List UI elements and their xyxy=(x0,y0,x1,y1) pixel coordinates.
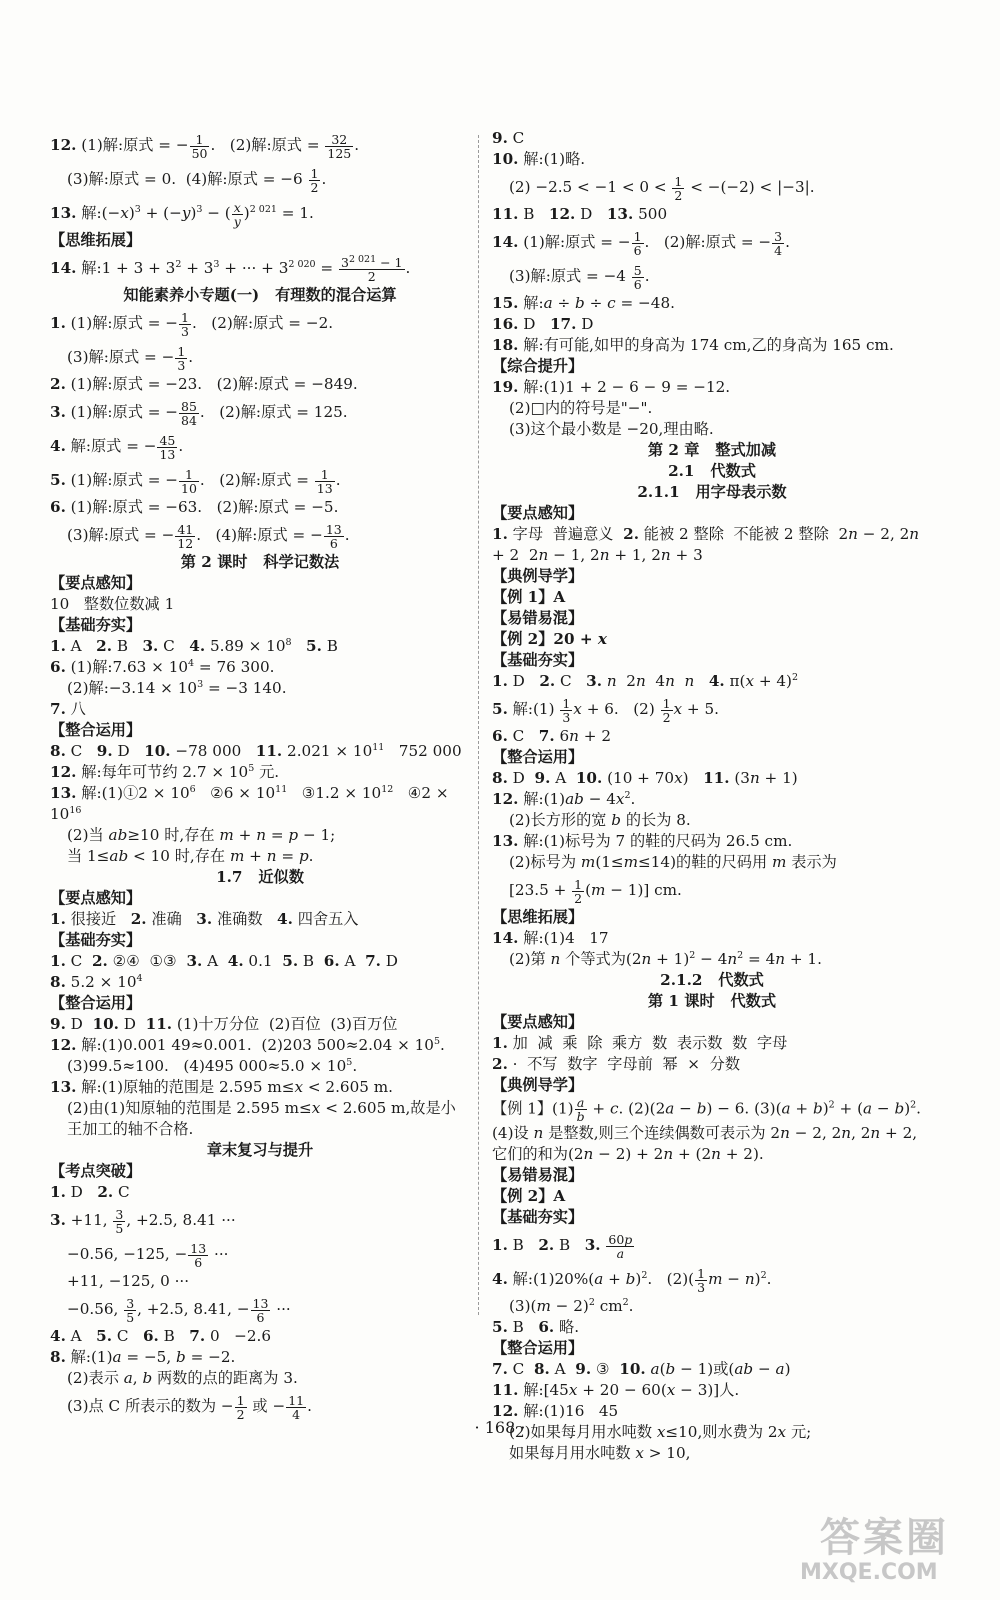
column-divider xyxy=(478,135,479,1315)
right-answer-line: 14. 解:(1)4 17 xyxy=(492,929,609,947)
right-answer-line: 【思维拓展】 xyxy=(492,908,584,926)
left-answer-line: 12. 解:(1)0.001 49≈0.001. (2)203 $500\approx 2.04 \times 10^5$. xyxy=(50,1035,445,1054)
right-answer-line: 第 1 课时 代数式 xyxy=(647,992,777,1010)
left-answer-line: −0.56, −125, − $\frac{13}{6}$ ··· xyxy=(67,1240,229,1270)
left-answer-line: 第 2 课时 科学记数法 xyxy=(180,553,340,571)
left-answer-line: 1. D 2. C xyxy=(50,1183,130,1201)
right-answer-line: 11. 解:[45x + 20 − 60(x − 3)]人. xyxy=(492,1381,740,1399)
left-answer-line: (3)解:原式 = − $\frac{1}{3}$ . xyxy=(67,343,194,373)
right-answer-line: (2)□内的符号是"−". xyxy=(509,399,653,417)
right-answer-line: 【整合运用】 xyxy=(492,748,584,766)
right-answer-line: 16. D 17. D xyxy=(492,315,594,333)
right-answer-line: 【典例导学】 xyxy=(492,1076,584,1094)
right-answer-line: (2)如果每月用水吨数 x≤10,则水费为 2x 元; xyxy=(509,1423,812,1441)
right-answer-line: (3)这个最小数是 −20,理由略. xyxy=(509,420,714,438)
right-answer-line: 12. 解:(1)ab − $4x^2$. xyxy=(492,789,636,808)
right-answer-line: (2)标号为 m(1≤m≤14)的鞋的尺码用 m 表示为 xyxy=(509,853,837,871)
right-answer-line: 5. B 6. 略. xyxy=(492,1318,580,1336)
left-answer-line: 4. 解:原式 = − $\frac{45}{13}$ . xyxy=(50,432,184,462)
right-answer-line: (2) −2.5 < −1 < 0 < $\frac{1}{2}$ < −(−2) < |−3|. xyxy=(509,173,815,203)
right-answer-line: 18. 解:有可能,如甲的身高为 174 cm,乙的身高为 165 cm. xyxy=(492,336,894,354)
right-answer-line: 11. B 12. D 13. 500 xyxy=(492,205,668,223)
right-answer-line: 8. D 9. A 10. (10 + 70x) 11. (3n + 1) xyxy=(492,769,798,787)
right-answer-line: 14. (1)解:原式 = − $\frac{1}{6}$ . (2)解:原式 = − $\frac{3}{4}$ . xyxy=(492,228,790,258)
right-answer-line: 2. · 不写 数字 字母前 幂 × 分数 xyxy=(492,1055,741,1073)
right-answer-line: 6. C 7. 6n + 2 xyxy=(492,727,611,745)
right-answer-line: 【易错易混】 xyxy=(492,609,584,627)
left-answer-line: 章末复习与提升 xyxy=(206,1141,314,1159)
right-answer-line: (2)第 n 个等式为$(2n + 1)^2 - 4n^2 = 4n + 1$. xyxy=(509,949,822,968)
left-answer-line: 13. 解:(1)原轴的范围是 2.595 m≤x < 2.605 m. xyxy=(50,1078,393,1096)
right-answer-line: [23.5 + $\frac{1}{2}$ (m − 1)] cm. xyxy=(509,876,682,906)
left-answer-line: 13. 解:(1)①2 × $10^6$ ②6 × $10^{11}$ ③1.2 × $10^{12}$ ④2 × $10^{16}$ xyxy=(50,783,449,823)
right-column xyxy=(492,128,932,1464)
left-answer-line: 5. (1)解:原式 = − $\frac{1}{10}$ . (2)解:原式 = $\frac{1}{13}$ . xyxy=(50,466,341,496)
right-answer-line: 如果每月用水吨数 x > 10, xyxy=(509,1444,691,1462)
left-answer-line: 6. (1)解:原式 = −63. (2)解:原式 = −5. xyxy=(50,498,339,516)
right-answer-line: 2.1 代数式 xyxy=(668,462,756,480)
right-answer-line: 1. 字母 普遍意义 2. 能被 2 整除 不能被 2 整除 2n − 2, 2n + 2 2n − 1, 2n + 1, 2n + 3 xyxy=(492,525,920,564)
page-number: · 168 · xyxy=(474,1418,526,1437)
left-answer-line: (2)解:−3.14 × $10^3 = -3$ 140. xyxy=(67,678,287,697)
left-answer-line: 【整合运用】 xyxy=(50,721,142,739)
left-answer-line: 【要点感知】 xyxy=(50,889,142,907)
right-answer-line: 19. 解:(1)1 + 2 − 6 − 9 = −12. xyxy=(492,378,731,396)
right-answer-line: 【基础夯实】 xyxy=(492,651,584,669)
right-answer-line: 【例 1】A xyxy=(492,588,566,606)
left-answer-line: 3. +11, $\frac{3}{5}$ , +2.5, 8.41 ··· xyxy=(50,1206,236,1236)
right-answer-line: 【要点感知】 xyxy=(492,504,584,522)
right-answer-line: 【例 2】20 + x xyxy=(492,630,607,648)
left-answer-line: 1. C 2. ②④ ①③ 3. A 4. 0.1 5. B 6. A 7. D xyxy=(50,952,398,970)
right-answer-line: 1. 加 减 乘 除 乘方 数 表示数 数 字母 xyxy=(492,1034,788,1052)
right-answer-line: 10. 解:(1)略. xyxy=(492,150,586,168)
right-answer-line: 1. D 2. C 3. n 2n 4n n 4. $\pi(x + 4)^2$ xyxy=(492,671,799,690)
left-answer-line: 1. A 2. B 3. C 4. $5.89 \times 10^8$ 5. B xyxy=(50,636,338,655)
right-answer-line: 1. B 2. B 3. $\frac{60p}{a}$ xyxy=(492,1231,633,1261)
left-answer-line: 8. $5.2 \times 10^4$ xyxy=(50,972,143,991)
right-answer-line: 4. 解:(1)20%(a + b)$^2$. (2)( $\frac{1}{3}$ m − n)$^2$. xyxy=(492,1265,772,1295)
left-answer-line: 【思维拓展】 xyxy=(50,231,142,249)
watermark-logo: 答案圈 xyxy=(820,1515,949,1561)
right-answer-line: (2)长方形的宽 b 的长为 8. xyxy=(509,811,691,829)
right-answer-line: 第 2 章 整式加减 xyxy=(647,441,777,459)
left-answer-line: 2. (1)解:原式 = −23. (2)解:原式 = −849. xyxy=(50,375,358,393)
left-answer-line: (2)当 ab≥10 时,存在 m + n = p − 1; xyxy=(67,826,336,844)
right-answer-line: $(3)(m - 2)^2$ $cm^2$. xyxy=(509,1296,634,1315)
right-answer-line: 2.1.2 代数式 xyxy=(660,971,764,989)
left-answer-line: 【要点感知】 xyxy=(50,574,142,592)
right-answer-line: 9. C xyxy=(492,129,525,147)
left-answer-line: (3)点 C 所表示的数为 − $\frac{1}{2}$ 或 − $\frac{11}{4}$ . xyxy=(67,1392,312,1422)
left-answer-line: 【基础夯实】 xyxy=(50,616,142,634)
left-answer-line: 【基础夯实】 xyxy=(50,931,142,949)
left-answer-line: 8. 解:(1)a = −5, b = −2. xyxy=(50,1348,236,1366)
left-answer-line: 1. 很接近 2. 准确 3. 准确数 4. 四舍五入 xyxy=(50,910,359,928)
left-answer-line: 知能素养小专题(一) 有理数的混合运算 xyxy=(123,286,397,304)
right-answer-line: (3)解:原式 = −4 $\frac{5}{6}$ . xyxy=(509,262,650,292)
left-answer-line: −0.56, $\frac{3}{5}$ , +2.5, 8.41, − $\frac{13}{6}$ ··· xyxy=(67,1295,291,1325)
right-answer-line: 【综合提升】 xyxy=(492,357,584,375)
right-answer-line: 【易错易混】 xyxy=(492,1166,584,1184)
right-answer-line: 【要点感知】 xyxy=(492,1013,584,1031)
right-answer-line: 15. 解:a ÷ b ÷ c = −48. xyxy=(492,294,675,312)
left-answer-line: (3)解:原式 = − $\frac{41}{12}$ . (4)解:原式 = − $\frac{13}{6}$ . xyxy=(67,521,350,551)
left-answer-line: 【考点突破】 xyxy=(50,1162,142,1180)
left-answer-line: 1.7 近似数 xyxy=(216,868,304,886)
right-answer-line: 2.1.1 用字母表示数 xyxy=(637,483,787,501)
left-answer-line: (2)由(1)知原轴的范围是 2.595 m≤x < 2.605 m,故是小王加工的轴不合格. xyxy=(67,1099,456,1138)
left-column xyxy=(50,128,470,1423)
left-answer-line: 10 整数位数减 1 xyxy=(50,595,175,613)
left-answer-line: 12. (1)解:原式 = − $\frac{1}{50}$ . (2)解:原式 = $\frac{32}{125}$ . xyxy=(50,131,360,161)
left-answer-line: +11, −125, 0 ··· xyxy=(67,1272,190,1290)
left-answer-line: (3)99.5≈100. (4)495 $000\approx 5.0 \times 10^5$. xyxy=(67,1056,358,1075)
left-answer-line: 当 1≤ab < 10 时,存在 m + n = p. xyxy=(67,847,314,865)
left-answer-line: (2)表示 a, b 两数的点的距离为 3. xyxy=(67,1369,298,1387)
right-answer-line: 【基础夯实】 xyxy=(492,1208,584,1226)
left-answer-line: 3. (1)解:原式 = − $\frac{85}{84}$ . (2)解:原式 = 125. xyxy=(50,398,348,428)
left-answer-line: 12. 解:每年可节约 $2.7 \times 10^5$ 元. xyxy=(50,762,280,781)
left-answer-line: (3)解:原式 = 0. (4)解:原式 = −6 $\frac{1}{2}$ . xyxy=(67,165,327,195)
left-answer-line: 8. C 9. D 10. −78 000 11. $2.021 \times 10^{11}$ 752 000 xyxy=(50,741,462,760)
right-answer-line: 7. C 8. A 9. ③ 10. a(b − 1)或(ab − a) xyxy=(492,1360,791,1378)
right-answer-line: 12. 解:(1)16 45 xyxy=(492,1402,619,1420)
left-answer-line: 4. A 5. C 6. B 7. 0 −2.6 xyxy=(50,1327,271,1345)
right-answer-line: 【典例导学】 xyxy=(492,567,584,585)
right-answer-line: 【例 2】A xyxy=(492,1187,566,1205)
right-answer-line: 13. 解:(1)标号为 7 的鞋的尺码为 26.5 cm. xyxy=(492,832,793,850)
right-answer-line: 【例 1】(1) $\frac{a}{b}$ + c. (2)(2a − b) − 6. $(3)(a + b)^2 + (a - b)^2$. (4)设 n 是整数,则三个连续偶数可表示为 2n − 2, 2n, 2n + 2,它们的和为(2n − 2) + 2n + (2n + 2). xyxy=(492,1095,921,1163)
right-answer-line: 5. 解:(1) $\frac{1}{3}$ x + 6. (2) $\frac{1}{2}$ x + 5. xyxy=(492,695,719,725)
left-answer-line: 【整合运用】 xyxy=(50,994,142,1012)
left-answer-line: 14. 解:1 + $3 + 3^2 + 3^3$ + ··· + $3^{2 020}$ = $\frac{3^{2 021} - 1}{2}$ . xyxy=(50,253,411,284)
right-answer-line: 【整合运用】 xyxy=(492,1339,584,1357)
left-answer-line: 1. (1)解:原式 = − $\frac{1}{3}$ . (2)解:原式 = −2. xyxy=(50,309,334,339)
watermark-url: MXQE.COM xyxy=(800,1560,938,1585)
left-answer-line: 7. 八 xyxy=(50,700,86,718)
left-answer-line: 9. D 10. D 11. (1)十万分位 (2)百位 (3)百万位 xyxy=(50,1015,398,1033)
left-answer-line: 6. (1)解:7.63 × $10^4 = 76$ 300. xyxy=(50,657,275,676)
left-answer-line: 13. 解$:(-x)^3 + (-y)^3$ − ( $\frac{x}{y}$ )$^{2 021}$ = 1. xyxy=(50,199,314,229)
